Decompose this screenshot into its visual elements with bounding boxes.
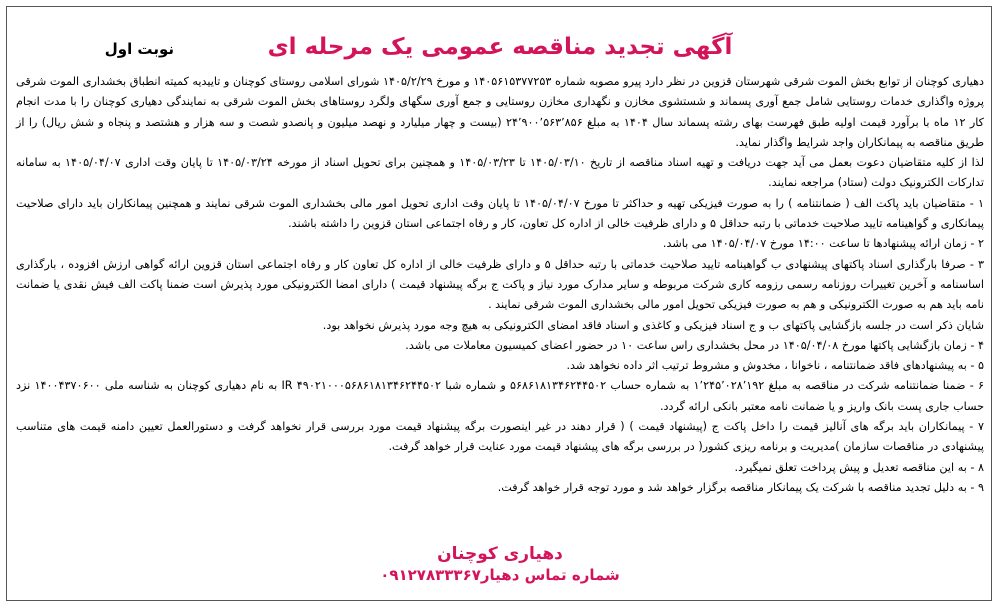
paragraph-intro: دهیاری کوچنان از توابع بخش الموت شرقی شهرستان قزوین در نظر دارد پیرو مصوبه شماره ۱۴۰۵۶۱۵۳۷۷۲۵۳ و مورخ ۱۴۰۵/۲/۲۹ شورای اسلامی روستای کوچنان و تاییدیه کمیته انطباق بخشداری الموت شرقی پروژه واگذاری خدمات روستایی شامل جمع آوری پسماند و شستشوی مخازن و نگهداری مخازن روستایی و جمع آوری سگهای ولگرد روستاهای بخش الموت شرقی به نمایندگی دهیاری کوچنان را با مدت انجام کار ۱۲ ماه با برآورد قیمت اولیه طبق فهرست بهای رشته پسماند سال ۱۴۰۴ به مبلغ ۲۴٬۹۰۰٬۵۶۳٬۸۵۶ (بیست و چهار میلیارد و نهصد میلیون و پانصدو شصت و سه هزار و هشتصد و پنجاه و شش ریال) را از طریق مناقصه به پیمانکاران واجد شرایط واگذار نماید. xyxy=(16,75,985,149)
clause-3: ۳ - صرفا بارگذاری اسناد پاکتهای پیشنهادی ب گواهینامه تایید صلاحیت خدماتی با رتبه حداقل ۵ و دارای ظرفیت خالی از اداره کل تعاون کار و رفاه اجتماعی استان قزوین ارائه گواهی ارزش افزوده ، بارگذاری اساسنامه و آخرین تغییرات روزنامه رسمی رزومه کاری شرکت مربوطه و سایر مدارک مورد نیاز و پاکت ج برگه پیشنهاد قیمت ) دارای امضا الکترونیکی مورد پذیرش است ضمنا پاکت الف فیش نقدی یا ضمانت نامه باید هم به صورت الکترونیکی و هم به صورت فیزیکی تحویل امور مالی بخشداری الموت شرقی نمایند . xyxy=(16,257,984,312)
clause-6: ۶ - ضمنا ضمانتنامه شرکت در مناقصه به مبلغ ۱٬۲۴۵٬۰۲۸٬۱۹۲ به شماره حساب ۵۶۸۶۱۸۱۳۴۶۲۴۴۵۰۲ و شماره شبا IR ۴۹۰۲۱۰۰۰۵۶۸۶۱۸۱۳۴۶۲۴۴۵۰۲ به نام دهیاری کوچنان به شناسه ملی ۱۴۰۰۴۳۷۰۶۰۰ نزد حساب جاری پست بانک واریز و یا ضمانت نامه معتبر بانکی ارائه گردد. xyxy=(16,379,984,413)
notice-body xyxy=(16,72,984,498)
clause-5: ۵ - به پیشنهادهای فاقد ضمانتنامه ، ناخوانا ، مخدوش و مشروط ترتیب اثر داده نخواهد شد. xyxy=(566,359,984,373)
clause-9: ۹ - به دلیل تجدید مناقصه با شرکت یک پیمانکار مناقصه برگزار خواهد شد و مورد توجه قرار خواهد گرفت. xyxy=(497,480,984,494)
round-label: نوبت اول xyxy=(104,40,174,58)
clause-7: ۷ - پیمانکاران باید برگه های آنالیز قیمت را داخل پاکت ج (پیشنهاد قیمت ) ( قرار دهند در غیر اینصورت برگه پیشنهاد قیمت مورد بررسی قرار نخواهد گرفت و دستورالعمل تعیین دامنه قیمت های متناسب پیشنهادی در مناقصات سازمان )مدیریت و برنامه ریزی کشور( در بررسی برگه های پیشنهاد قیمت مورد عنایت قرار خواهد گرفت. xyxy=(16,420,984,454)
signature-name: دهیاری کوچنان xyxy=(437,544,563,564)
clause-8: ۸ - به این مناقصه تعدیل و پیش پرداخت تعلق نمیگیرد. xyxy=(734,460,984,474)
contact-phone: شماره تماس دهیار۰۹۱۲۷۸۳۳۳۶۷ xyxy=(380,566,620,584)
notice-title: آگهی تجدید مناقصه عمومی یک مرحله ای xyxy=(267,34,733,60)
clause-2: ۲ - زمان ارائه پیشنهادها تا ساعت ۱۴:۰۰ مورخ ۱۴۰۵/۰۴/۰۷ می باشد. xyxy=(662,237,984,251)
clause-3-note: شایان ذکر است در جلسه بازگشایی پاکتهای ب و ج اسناد فیزیکی و کاغذی و اسناد فاقد امضای الکترونیکی به هیچ وجه مورد پذیرش نخواهد بود. xyxy=(322,318,984,332)
clause-4: ۴ - زمان بازگشایی پاکتها مورخ ۱۴۰۵/۰۴/۰۸ در محل بخشداری راس ساعت ۱۰ در حضور اعضای کمیسیون معاملات می باشد. xyxy=(405,338,984,352)
clause-1: ۱ - متقاضیان باید پاکت الف ( ضمانتنامه ) را به صورت فیزیکی تهیه و حداکثر تا مورخ ۱۴۰۵/۰۴/۰۷ تا پایان وقت اداری تحویل امور مالی بخشداری الموت شرقی نمایند و همچنین پیمانکاران باید دارای صلاحیت پیمانکاری و گواهینامه تایید صلاحیت خدماتی با رتبه حداقل ۵ و دارای ظرفیت خالی از اداره کل تعاون، کار و رفاه اجتماعی استان قزوین را داشته باشند. xyxy=(16,196,984,231)
paragraph-invitation: لذا از کلیه متقاضیان دعوت بعمل می آید جهت دریافت و تهیه اسناد مناقصه از تاریخ ۱۴۰۵/۰۳/۱۰ تا ۱۴۰۵/۰۳/۲۳ و همچنین برای تحویل اسناد از مورخه ۱۴۰۵/۰۳/۲۴ تا پایان وقت اداری ۱۴۰۵/۰۴/۰۷ به سامانه تدارکات الکترونیک دولت (ستاد) مراجعه نمایند. xyxy=(16,156,984,190)
